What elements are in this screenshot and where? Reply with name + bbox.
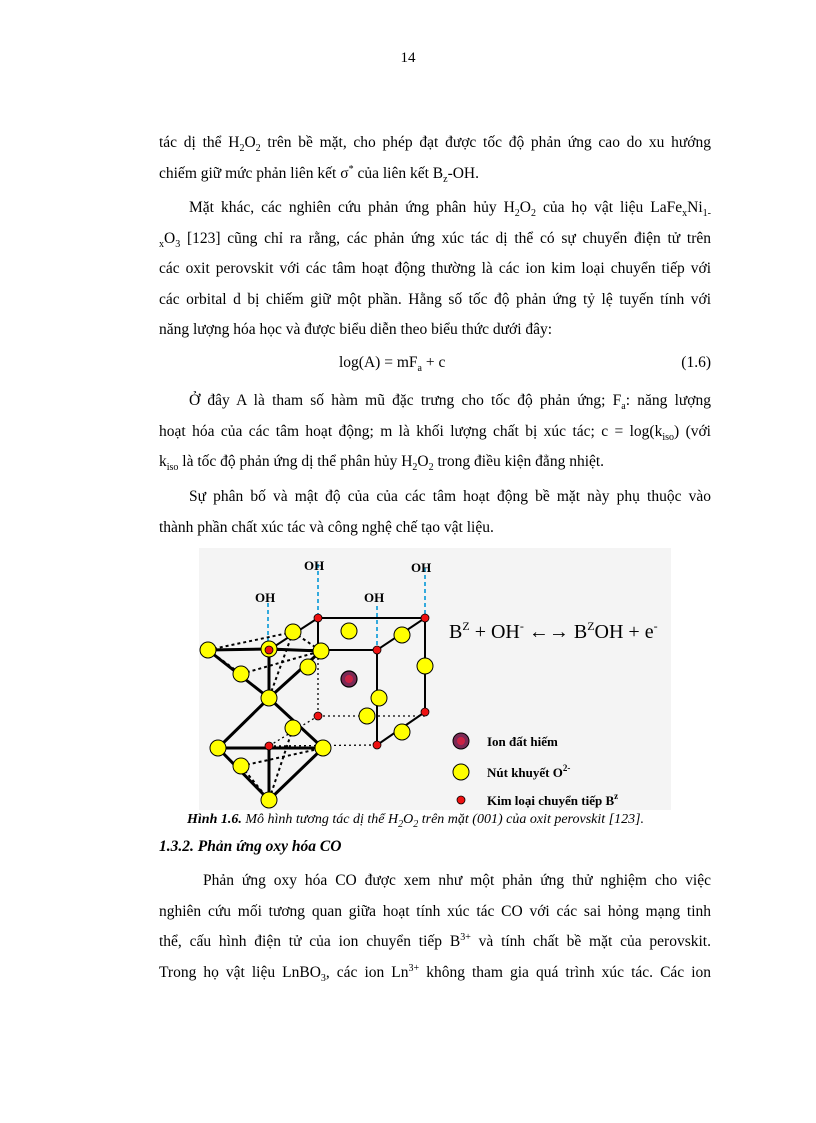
equation-number: (1.6) — [681, 354, 711, 371]
paragraph-4: Sự phân bố và mật độ của của các tâm hoạt động bề mặt này phụ thuộc vào thành phần chất xúc tác và công nghệ chế tạo vật liệu. — [159, 488, 711, 536]
oh-label-3: OH — [255, 590, 276, 605]
oh-label-1: OH — [304, 558, 325, 573]
equation-1-6 — [159, 351, 711, 381]
equation-body: $\log(A) = mF_a + c$ — [339, 354, 446, 375]
section-heading: 1.3.2. Phản ứng oxy hóa CO — [159, 838, 342, 855]
figure-legend — [453, 733, 618, 808]
figure-caption: Hình 1.6. Mô hình tương tác dị thể $H_2O_2$ trên mặt (001) của oxit perovskit [123]. — [187, 812, 645, 830]
oh-label-4: OH — [364, 590, 385, 605]
paragraph-1: tác dị thể $H_2O_2$ trên bề mặt, cho phép đạt được tốc độ phản ứng cao do xu hướng chiếm giữ mức phản liên kết σ* của liên kết $B_z-OH$. — [159, 134, 711, 185]
perovskite-surface-figure — [199, 548, 671, 810]
page-number: 14 — [400, 50, 416, 66]
reaction-equation: $B^Z + OH^-$ ←→ $B^ZOH + e^-$ — [449, 619, 658, 643]
legend-rare-earth-label: Ion đất hiếm — [487, 734, 558, 749]
legend-vacancy-label: Nút khuyết $O^{2-}$ — [487, 763, 571, 780]
legend-vacancy-icon — [453, 764, 469, 780]
paragraph-3: Ở đây A là tham số hàm mũ đặc trưng cho tốc độ phản ứng; $F_a$: năng lượng hoạt hóa của các tâm hoạt động; m là khối lượng chất bị xúc tác; $c = \log(k_{iso})$ (với $k_{iso}$ là tốc độ phản ứng dị thể phân hủy $H_2O_2$ trong điều kiện đẳng nhiệt. — [159, 392, 711, 474]
perovskite-diagram — [199, 548, 671, 810]
rare-earth-ion-core — [345, 675, 353, 683]
paragraph-2: Mặt khác, các nghiên cứu phản ứng phân hủy $H_2O_2$ của họ vật liệu $LaFe_xNi_{1-}$ $_xO_3$ [123] cũng chỉ ra rằng, các phản ứng xúc tác dị thể có sự chuyển điện tử trên các oxit perovskit với các tâm hoạt động thường là các ion kim loại chuyển tiếp với các orbital d bị chiếm giữ một phần. Hằng số tốc độ phản ứng tỷ lệ tuyến tính với năng lượng hóa học và được biểu diễn theo biểu thức dưới đây: — [159, 199, 712, 338]
legend-transition-icon — [457, 796, 465, 804]
oh-label-2: OH — [411, 560, 432, 575]
paragraph-5: Phản ứng oxy hóa CO được xem như một phản ứng thử nghiệm cho việc nghiên cứu mối tương quan giữa hoạt tính xúc tác CO với các sai hỏng mạng tinh thể, cấu hình điện tử của ion chuyển tiếp $B^{3+}$ và tính chất bề mặt của perovskit. Trong họ vật liệu LnBO$_3$, các ion $Ln^{3+}$ không tham gia quá trình xúc tác. Các ion — [159, 872, 712, 984]
octahedra-hidden-edges — [208, 632, 323, 800]
legend-transition-label: Kim loại chuyển tiếp $B^z$ — [487, 791, 619, 808]
